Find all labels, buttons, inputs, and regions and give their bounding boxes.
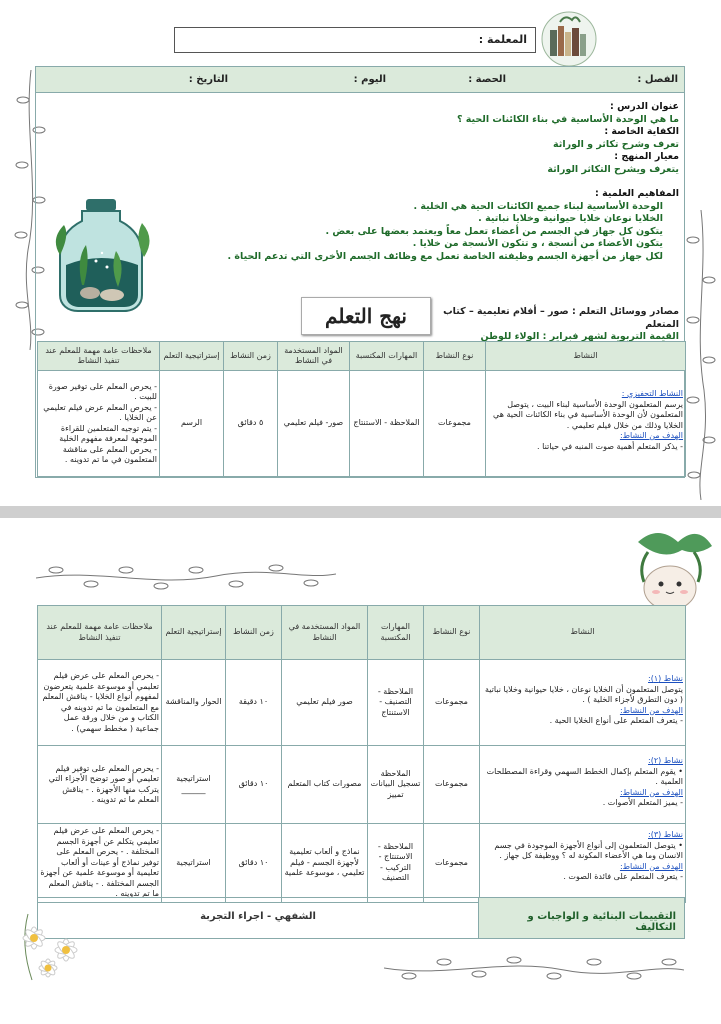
period-field[interactable]: الحصة :: [468, 74, 506, 85]
activity-text: • يقوم المتعلم بإكمال الخطط السهمي وقراءة المصطلحات العلمية .: [486, 766, 683, 786]
assessment-label: التقييمات البنائية و الواجبات و التكاليف: [478, 898, 684, 938]
vine-right-decoration: [686, 210, 716, 500]
teacher-label: المعلمة :: [478, 33, 527, 46]
col-type: نوع النشاط: [424, 342, 486, 371]
day-field[interactable]: اليوم :: [353, 74, 386, 85]
skills-cell: الملاحظة - التصنيف - الاستنتاج: [368, 660, 424, 746]
type-cell: مجموعات: [424, 660, 480, 746]
col-skills: المهارات المكتسبة: [368, 606, 424, 660]
notes-cell: [38, 371, 160, 477]
competency-label: الكفاية الخاصة :: [604, 126, 679, 137]
assessment-value: الشفهي - اجراء التجربة: [200, 911, 316, 922]
goal-title: الهدف من النشاط:: [619, 431, 683, 440]
learning-approach-title: نهج التعلم: [301, 297, 431, 335]
assessment-row: [37, 897, 685, 939]
notes-cell: - يحرص المعلم على عرض فيلم تعليمي يتكلم عن أجهزة الجسم المختلفة . - يحرص المعلم على توفير نماذج أو عينات أو ألعاب تعليمية أو موسوعة علمية عن أجهزة الجسم المختلفة . - يناقش المعلم ما تم تدوينه .: [38, 824, 162, 903]
lesson-title: ما هي الوحدة الأساسية في بناء الكائنات الحية ؟: [456, 113, 679, 125]
concept-item: يتكون كل جهاز في الجسم من أعضاء تعمل معاً ويعتمد بعضها على بعض .: [325, 225, 663, 237]
col-time: زمن النشاط: [226, 606, 282, 660]
col-skills: المهارات المكتسبة: [350, 342, 424, 371]
skills-cell: الملاحظة - الاستنتاج - التركيب - التصنيف: [368, 824, 424, 903]
activity-title: نشاط (١):: [648, 674, 683, 683]
daisy-flowers-illustration: [8, 904, 92, 984]
terrarium-jar-illustration: [52, 195, 152, 313]
skills-cell: الملاحظة تسجيل البيانات تمييز: [368, 746, 424, 824]
concept-item: يتكون الأعضاء من أنسجة ، و تتكون الأنسجة من خلايا .: [412, 238, 663, 249]
goal-title: الهدف من النشاط:: [619, 861, 683, 871]
note-item: - يحرص المعلم على مناقشة المتعلمون في ما تم تدوينه .: [62, 444, 157, 464]
competency: تعرف وشرح تكاثر و الوراثة: [553, 138, 679, 150]
col-activity: النشاط: [486, 342, 686, 371]
strategy-cell: الرسم: [160, 371, 224, 477]
resources-section: [429, 306, 679, 344]
activity-cell: [486, 371, 686, 477]
materials-cell: نماذج و ألعاب تعليمية لأجهزة الجسم - فيلم تعليمي ، موسوعة علمية: [282, 824, 368, 903]
lesson-plan-page-2: [0, 518, 721, 1024]
standard: يتعرف ويشرح التكاثر الوراثة: [547, 163, 679, 175]
note-item: - يحرص المعلم على توفير صورة للبيت .: [48, 381, 157, 401]
activity-text: يتوصل المتعلمون أن الخلايا نوعان ، خلايا حيوانية وخلايا نباتية ( دون التطرق لأجزاء الخلية ) .: [484, 684, 683, 704]
activity-cell: [480, 824, 686, 903]
col-strategy: إستراتيجية التعلم: [162, 606, 226, 660]
time-cell: ١٠ دقائق: [226, 746, 282, 824]
activity-title: نشاط (٣):: [648, 830, 683, 839]
strategy-cell: الحوار والمناقشة: [162, 660, 226, 746]
vine-top-decoration: [36, 558, 336, 598]
lesson-plan-page-1: [0, 0, 721, 506]
standard-label: معيار المنهج :: [614, 151, 679, 162]
col-materials: المواد المستخدمة في النشاط: [278, 342, 350, 371]
time-cell: ٥ دقائق: [224, 371, 278, 477]
strategy-cell: استراتيجية: [162, 824, 226, 903]
concept-item: لكل جهاز من أجهزة الجسم وظيفته الخاصة تعمل مع وظائف الجسم الأخرى التي تدعم الحياة .: [227, 250, 663, 262]
col-type: نوع النشاط: [424, 606, 480, 660]
activity-title: نشاط (٢):: [648, 756, 683, 765]
concept-item: الخلايا نوعان خلايا حيوانية وخلايا نباتية .: [478, 213, 663, 224]
activity-table-2: [37, 605, 686, 903]
concept-item: الوحدة الأساسية لبناء جميع الكائنات الحية هي الخلية .: [413, 200, 663, 212]
table-row: [38, 746, 686, 824]
activity-text: يرسم المتعلمون الوحدة الأساسية لبناء البيت ، يتوصل المتعلمون لأن الوحدة الأساسية في بناء الكائنات الحية هي الخلايا وذلك من خلال فيلم تعليمي .: [493, 399, 683, 430]
activity-text: • يتوصل المتعلمون إلى أنواع الأجهزة الموجودة في جسم الانسان وما هي الأعضاء المكونة له ؟ ووظيفة كل جهاز .: [494, 840, 683, 860]
col-notes: ملاحظات عامة مهمة للمعلم عند تنفيذ النشاط: [38, 342, 160, 371]
goal-text: - يذكر المتعلم أهمية صوت المنبه في حياتنا .: [537, 441, 683, 451]
lesson-details: [179, 101, 679, 263]
resources-text: مصادر ووسائل التعلم : صور – أفلام تعليمية – كتاب المتعلم: [443, 306, 679, 330]
materials-cell: صور فيلم تعليمي: [282, 660, 368, 746]
col-activity: النشاط: [480, 606, 686, 660]
activity-table-1: [37, 341, 686, 477]
table-row: [38, 371, 686, 477]
col-time: زمن النشاط: [224, 342, 278, 371]
notes-cell: - يحرص المعلم على توفير فيلم تعليمي أو صور توضح الأجزاء التي يتركب منها الأجهزة . - يناقش المعلم ما تم تدوينه .: [38, 746, 162, 824]
type-cell: مجموعات: [424, 746, 480, 824]
date-field[interactable]: التاريخ :: [188, 74, 228, 85]
goal-title: الهدف من النشاط:: [619, 705, 683, 715]
time-cell: ١٠ دقائق: [226, 824, 282, 903]
col-materials: المواد المستخدمة في النشاط: [282, 606, 368, 660]
lesson-title-label: عنوان الدرس :: [610, 101, 679, 112]
time-cell: ١٠ دقيقة: [226, 660, 282, 746]
concepts-label: المفاهيم العلمية :: [595, 188, 679, 199]
materials-cell: صور- فيلم تعليمي: [278, 371, 350, 477]
skills-cell: الملاحظة - الاستنتاج: [350, 371, 424, 477]
goal-text: - يتعرف المتعلم على أنواع الخلايا الحية .: [549, 716, 683, 725]
goal-text: - يتعرف المتعلم على فائدة الصوت .: [563, 872, 683, 881]
strategy-cell: استراتيجية ______: [162, 746, 226, 824]
col-notes: ملاحظات عامة مهمة للمعلم عند تنفيذ النشاط: [38, 606, 162, 660]
activity-cell: [480, 746, 686, 824]
lesson-header-bar: [36, 67, 684, 93]
note-item: - يحرص المعلم عرض فيلم تعليمي عن الخلايا .: [43, 402, 157, 422]
activity-cell: [480, 660, 686, 746]
teacher-field[interactable]: [174, 27, 536, 53]
col-strategy: إستراتيجية التعلم: [160, 342, 224, 371]
books-illustration: [540, 10, 598, 68]
activity-title: النشاط التحفيزي :: [621, 389, 683, 398]
materials-cell: مصورات كتاب المتعلم: [282, 746, 368, 824]
note-item: - يتم توجيه المتعلمين للقراءة الموجهة لمعرفة مفهوم الخلية: [59, 423, 157, 443]
type-cell: مجموعات: [424, 371, 486, 477]
table-row: [38, 824, 686, 903]
educational-value: القيمة التربوية لشهر فبراير : الولاء للوطن: [480, 331, 679, 342]
vine-bottom-decoration: [384, 948, 684, 988]
plant-pot-character-illustration: [628, 522, 714, 618]
goal-title: الهدف من النشاط:: [619, 787, 683, 797]
goal-text: - يميز المتعلم الأصوات .: [602, 798, 683, 807]
class-field[interactable]: الفصل :: [637, 74, 678, 85]
type-cell: مجموعات: [424, 824, 480, 903]
table-row: [38, 660, 686, 746]
notes-cell: - يحرص المعلم على عرض فيلم تعليمي أو موسوعة علمية يتعرضون لمفهوم أنواع الخلايا - يناقش المعلم مع المتعلمون ما تم تدوينه في الكتاب و من خلال ورقة عمل جماعية ( مخطط سهمي) .: [38, 660, 162, 746]
